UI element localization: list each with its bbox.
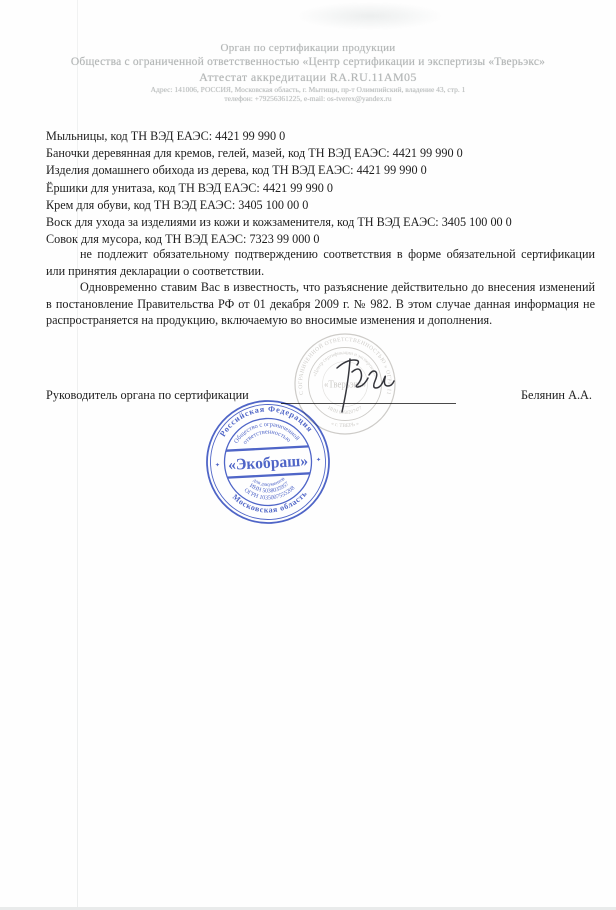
- handwritten-signature: [323, 350, 403, 418]
- letterhead-accreditation: Аттестат аккредитации RA.RU.11АМ05: [199, 70, 417, 84]
- product-line: Ёршики для унитаза, код ТН ВЭД ЕАЭС: 4421 99 990 0: [46, 180, 333, 195]
- product-line: Изделия домашнего обихода из дерева, код ТН ВЭД ЕАЭС: 4421 99 990 0: [46, 163, 427, 178]
- tverex-stamp-outer-bottom-text: « г. ТВЕРЬ »: [330, 420, 360, 430]
- product-line: Совок для мусора, код ТН ВЭД ЕАЭС: 7323 99 000 0: [46, 232, 320, 247]
- letterhead: [0, 41, 616, 103]
- signatory-title: Руководитель органа по сертификации: [46, 388, 249, 402]
- ekobrash-stamp-ooo-text-2: ответственностью: [241, 428, 292, 446]
- product-line: Крем для обуви, код ТН ВЭД ЕАЭС: 3405 100 00 0: [46, 197, 309, 212]
- product-list: [46, 128, 606, 248]
- ekobrash-stamp-separator-left: ✦: [215, 461, 222, 468]
- ekobrash-stamp-ogrn-text: ОГРН 1035007555208: [242, 485, 297, 502]
- paragraph-validity: Одновременно ставим Вас в известность, что разъяснение действительно до внесения изменений в постановление Правительства РФ от 01 декабря 2009 г. № 982. В этом случае данная информация не распространяется на продукцию, включаемую во вносимые изменения и дополнения.: [46, 280, 595, 328]
- ekobrash-stamp-inn-text: ИНН 5038035957: [248, 481, 291, 495]
- ekobrash-stamp-separator-right: ✦: [314, 456, 321, 463]
- tverex-stamp-center-label: «Тверьэкс»: [324, 379, 366, 391]
- svg-text:« г. ТВЕРЬ »: [330, 421, 360, 429]
- tverex-stamp-inner-bottom-text: ИНН 6950207477: [326, 405, 364, 417]
- product-line: Баночки деревянная для кремов, гелей, мазей, код ТН ВЭД ЕАЭС: 4421 99 990 0: [46, 146, 463, 161]
- ekobrash-stamp-center-label: «Экобраш»: [227, 452, 311, 474]
- tverex-stamp-outer-top-text: С ОГРАНИЧЕННОЙ ОТВЕТСТВЕННОСТЬЮ » ОГРН 11: [297, 336, 393, 396]
- ekobrash-stamp-region-text: Московская область: [230, 488, 309, 515]
- letterhead-org-name: Общества с ограниченной ответственностью «Центр сертификации и экспертизы «Тверьэкс»: [70, 56, 546, 68]
- body-text: [46, 246, 595, 329]
- letterhead-org-type: Орган по сертификации продукции: [220, 42, 396, 54]
- scan-artifact: [295, 2, 445, 30]
- paragraph-conformity: не подлежит обязательному подтверждению соответствия в форме обязательной сертификации или принятия декларации о соответствии.: [46, 247, 595, 278]
- ekobrash-round-stamp: [200, 394, 337, 531]
- signatory-name: Белянин А.А.: [520, 388, 592, 402]
- ekobrash-stamp-country-text: Российская Федерация: [218, 404, 315, 439]
- ekobrash-stamp-ooo-text-1: Общество с ограниченной: [232, 420, 301, 445]
- product-line: Мыльницы, код ТН ВЭД ЕАЭС: 4421 99 990 0: [46, 129, 286, 143]
- ekobrash-stamp-docs-text: для документов: [251, 476, 287, 489]
- letterhead-contacts: телефон: +79256361225, e-mail: os-tverex@yandex.ru: [224, 94, 392, 103]
- letterhead-address: Адрес: 141006, РОССИЯ, Московская область, г. Мытищи, пр-т Олимпийский, владение 43, стр. 1: [150, 85, 466, 94]
- product-line: Воск для ухода за изделиями из кожи и кожзаменителя, код ТН ВЭД ЕАЭС: 3405 100 00 0: [46, 215, 512, 230]
- tverex-stamp-inner-top-text: «Центр сертификации и экспертизы»: [312, 351, 378, 378]
